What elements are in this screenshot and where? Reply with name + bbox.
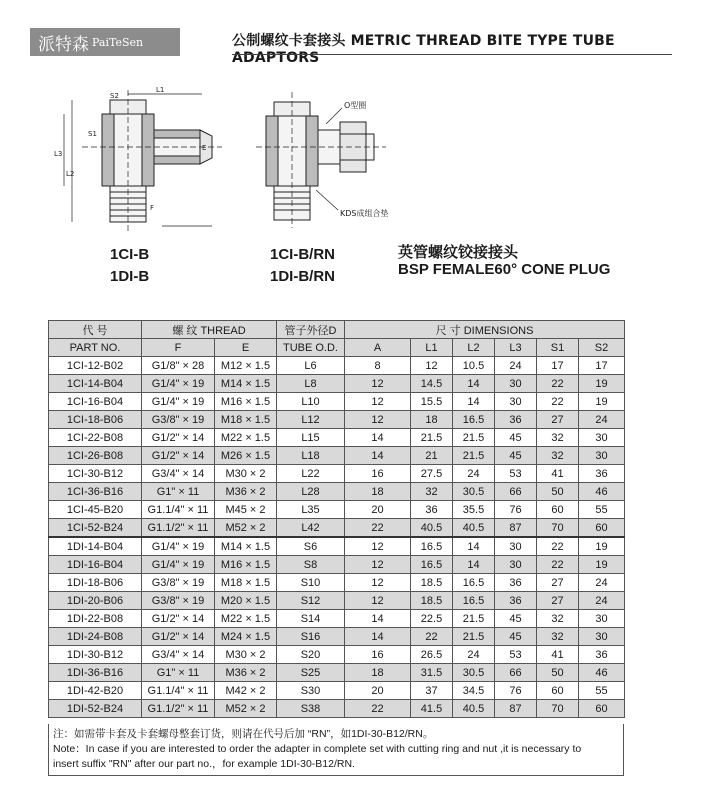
table-cell: 41.5	[411, 700, 453, 718]
table-row	[49, 411, 625, 429]
table-cell: M14 × 1.5	[215, 537, 277, 556]
table-cell: 14	[453, 537, 495, 556]
table-cell: G1/2" × 14	[142, 447, 215, 465]
part-number-cell: 1DI-16-B04	[49, 556, 142, 574]
table-cell: 30	[579, 610, 625, 628]
table-cell: 22	[537, 556, 579, 574]
table-cell: 24	[453, 646, 495, 664]
table-cell: 14	[345, 628, 411, 646]
table-cell: 14	[345, 429, 411, 447]
label-1ci-b: 1CI-B	[110, 246, 150, 263]
table-cell: S8	[277, 556, 345, 574]
table-row	[49, 501, 625, 519]
table-cell: 20	[345, 501, 411, 519]
table-cell: 16.5	[453, 411, 495, 429]
part-number-cell: 1DI-30-B12	[49, 646, 142, 664]
table-cell: M30 × 2	[215, 646, 277, 664]
table-cell: 37	[411, 682, 453, 700]
table-row	[49, 574, 625, 592]
table-cell: 21.5	[453, 447, 495, 465]
dim-l1: L1	[156, 86, 165, 94]
label-1di-b: 1DI-B	[110, 268, 150, 285]
table-cell: L18	[277, 447, 345, 465]
table-cell: L15	[277, 429, 345, 447]
part-number-cell: 1CI-16-B04	[49, 393, 142, 411]
table-cell: 32	[537, 610, 579, 628]
table-cell: 26.5	[411, 646, 453, 664]
table-cell: M30 × 2	[215, 465, 277, 483]
bsp-title-en: BSP FEMALE60° CONE PLUG	[398, 261, 611, 278]
table-cell: 40.5	[411, 519, 453, 538]
brand-cn: 派特森	[38, 34, 89, 55]
table-cell: 16.5	[453, 574, 495, 592]
table-cell: M16 × 1.5	[215, 393, 277, 411]
table-cell: L28	[277, 483, 345, 501]
table-cell: 18.5	[411, 592, 453, 610]
table-cell: G1/2" × 14	[142, 429, 215, 447]
table-cell: 18.5	[411, 574, 453, 592]
table-cell: 45	[495, 628, 537, 646]
table-cell: G1/4" × 19	[142, 537, 215, 556]
table-cell: 70	[537, 519, 579, 538]
table-cell: 12	[345, 393, 411, 411]
header-cell: TUBE O.D.	[277, 339, 345, 357]
table-cell: 19	[579, 537, 625, 556]
table-cell: 30.5	[453, 664, 495, 682]
table-cell: 18	[411, 411, 453, 429]
table-cell: 36	[579, 465, 625, 483]
table-cell: G3/4" × 14	[142, 465, 215, 483]
table-cell: S25	[277, 664, 345, 682]
table-cell: 24	[495, 357, 537, 375]
table-cell: 70	[537, 700, 579, 718]
header-cell: L1	[411, 339, 453, 357]
table-cell: 32	[537, 628, 579, 646]
note-en-1: Note：In case if you are interested to order the adapter in complete set with cutting ring and nut ,it is necessary to	[53, 743, 582, 755]
table-row	[49, 556, 625, 574]
table-cell: G1.1/4" × 11	[142, 501, 215, 519]
table-cell: 36	[495, 411, 537, 429]
header-cell: S2	[579, 339, 625, 357]
table-cell: 36	[579, 646, 625, 664]
table-cell: M42 × 2	[215, 682, 277, 700]
table-cell: S14	[277, 610, 345, 628]
table-row	[49, 664, 625, 682]
table-cell: 36	[495, 592, 537, 610]
page-title: 公制螺纹卡套接头 METRIC THREAD BITE TYPE TUBE ADAPTORS	[232, 33, 615, 66]
part-number-cell: 1CI-18-B06	[49, 411, 142, 429]
table-cell: M52 × 2	[215, 700, 277, 718]
table-cell: G1/8" × 28	[142, 357, 215, 375]
table-cell: 16	[345, 646, 411, 664]
dim-s1: S1	[88, 130, 97, 138]
table-cell: 12	[345, 574, 411, 592]
table-cell: 45	[495, 429, 537, 447]
table-cell: 46	[579, 664, 625, 682]
dim-l2: L2	[66, 170, 75, 178]
table-cell: 17	[537, 357, 579, 375]
table-cell: M45 × 2	[215, 501, 277, 519]
table-cell: G1" × 11	[142, 664, 215, 682]
table-cell: M20 × 1.5	[215, 592, 277, 610]
dim-e: E	[202, 144, 207, 152]
bsp-title-cn: 英管螺纹铰接接头	[398, 243, 519, 261]
table-cell: 14	[453, 375, 495, 393]
table-cell: 60	[579, 519, 625, 538]
callout-oring: O型圈	[344, 101, 367, 110]
table-cell: 30	[495, 375, 537, 393]
table-cell: 12	[411, 357, 453, 375]
table-cell: M36 × 2	[215, 664, 277, 682]
table-cell: M26 × 1.5	[215, 447, 277, 465]
table-cell: 60	[537, 682, 579, 700]
note-en-2: insert suffix "RN" after our part no.，for example 1DI-30-B12/RN.	[53, 758, 355, 770]
part-number-cell: 1DI-22-B08	[49, 610, 142, 628]
part-number-cell: 1DI-14-B04	[49, 537, 142, 556]
table-cell: L35	[277, 501, 345, 519]
table-cell: 22	[345, 519, 411, 538]
table-cell: G3/4" × 14	[142, 646, 215, 664]
spec-table	[48, 320, 625, 718]
header-divider	[232, 54, 672, 55]
table-cell: 16	[345, 465, 411, 483]
table-cell: S30	[277, 682, 345, 700]
table-cell: G3/8" × 19	[142, 574, 215, 592]
table-cell: L10	[277, 393, 345, 411]
table-cell: 36	[411, 501, 453, 519]
part-number-cell: 1CI-36-B16	[49, 483, 142, 501]
table-cell: 22	[537, 393, 579, 411]
table-cell: 50	[537, 483, 579, 501]
part-number-cell: 1DI-42-B20	[49, 682, 142, 700]
header-part: 代 号	[49, 321, 142, 339]
header-tube: 管子外径D	[277, 321, 345, 339]
table-cell: 14	[345, 447, 411, 465]
header-dimensions: 尺 寸 DIMENSIONS	[345, 321, 625, 339]
table-cell: 53	[495, 646, 537, 664]
table-cell: 24	[453, 465, 495, 483]
table-cell: 21.5	[453, 429, 495, 447]
table-cell: 60	[579, 700, 625, 718]
part-number-cell: 1CI-26-B08	[49, 447, 142, 465]
table-cell: L8	[277, 375, 345, 393]
table-cell: 30	[579, 447, 625, 465]
table-cell: M22 × 1.5	[215, 429, 277, 447]
table-cell: 17	[579, 357, 625, 375]
table-header-row-1	[49, 321, 625, 339]
table-row	[49, 483, 625, 501]
table-cell: 12	[345, 375, 411, 393]
table-cell: 41	[537, 465, 579, 483]
part-number-cell: 1CI-22-B08	[49, 429, 142, 447]
table-cell: 19	[579, 556, 625, 574]
label-1di-b-rn: 1DI-B/RN	[270, 268, 336, 285]
table-cell: 53	[495, 465, 537, 483]
table-cell: 24	[579, 574, 625, 592]
table-row	[49, 393, 625, 411]
table-cell: 32	[411, 483, 453, 501]
table-cell: G1" × 11	[142, 483, 215, 501]
table-cell: M14 × 1.5	[215, 375, 277, 393]
table-cell: 12	[345, 556, 411, 574]
table-cell: 21.5	[453, 628, 495, 646]
table-cell: 45	[495, 610, 537, 628]
table-cell: 46	[579, 483, 625, 501]
table-cell: 31.5	[411, 664, 453, 682]
table-cell: G1/2" × 14	[142, 628, 215, 646]
drawing-1ci-b	[52, 86, 242, 236]
table-cell: M52 × 2	[215, 519, 277, 538]
table-cell: 21.5	[453, 610, 495, 628]
table-cell: 30	[495, 556, 537, 574]
table-cell: 30	[579, 429, 625, 447]
table-row	[49, 375, 625, 393]
part-number-cell: 1DI-36-B16	[49, 664, 142, 682]
table-cell: S12	[277, 592, 345, 610]
table-cell: S38	[277, 700, 345, 718]
table-header-row-2	[49, 339, 625, 357]
label-1ci-b-rn: 1CI-B/RN	[270, 246, 336, 263]
table-cell: 12	[345, 592, 411, 610]
part-number-cell: 1DI-18-B06	[49, 574, 142, 592]
table-cell: 41	[537, 646, 579, 664]
table-cell: 27	[537, 574, 579, 592]
table-cell: 16.5	[453, 592, 495, 610]
table-cell: 19	[579, 393, 625, 411]
table-cell: 32	[537, 447, 579, 465]
table-cell: 27	[537, 592, 579, 610]
table-cell: 40.5	[453, 519, 495, 538]
table-cell: L42	[277, 519, 345, 538]
table-cell: 76	[495, 501, 537, 519]
table-cell: 22	[411, 628, 453, 646]
table-cell: S20	[277, 646, 345, 664]
table-cell: 12	[345, 411, 411, 429]
header-cell: L2	[453, 339, 495, 357]
table-row	[49, 537, 625, 556]
table-cell: 22	[345, 700, 411, 718]
table-cell: 10.5	[453, 357, 495, 375]
header-cell: L3	[495, 339, 537, 357]
part-number-cell: 1CI-14-B04	[49, 375, 142, 393]
table-row	[49, 610, 625, 628]
table-cell: 14	[453, 556, 495, 574]
table-cell: 55	[579, 501, 625, 519]
table-cell: 87	[495, 700, 537, 718]
table-cell: 66	[495, 664, 537, 682]
notes-box	[48, 724, 624, 776]
table-cell: G1.1/4" × 11	[142, 682, 215, 700]
table-cell: 20	[345, 682, 411, 700]
table-row	[49, 646, 625, 664]
table-cell: G1/4" × 19	[142, 393, 215, 411]
table-cell: 15.5	[411, 393, 453, 411]
table-cell: L6	[277, 357, 345, 375]
table-cell: 27	[537, 411, 579, 429]
table-cell: 87	[495, 519, 537, 538]
table-cell: M16 × 1.5	[215, 556, 277, 574]
table-cell: S6	[277, 537, 345, 556]
table-cell: 30	[495, 393, 537, 411]
table-row	[49, 429, 625, 447]
table-row	[49, 447, 625, 465]
table-cell: 30	[495, 537, 537, 556]
table-row	[49, 357, 625, 375]
table-cell: 24	[579, 592, 625, 610]
table-row	[49, 700, 625, 718]
table-cell: 22	[537, 375, 579, 393]
table-cell: 16.5	[411, 537, 453, 556]
drawing-1ci-b-rn	[256, 90, 416, 230]
table-cell: 14.5	[411, 375, 453, 393]
table-cell: 12	[345, 537, 411, 556]
table-row	[49, 592, 625, 610]
table-cell: G1.1/2" × 11	[142, 519, 215, 538]
table-cell: G1/4" × 19	[142, 375, 215, 393]
dim-s2: S2	[110, 92, 119, 100]
table-cell: S16	[277, 628, 345, 646]
part-number-cell: 1DI-52-B24	[49, 700, 142, 718]
table-cell: 22	[537, 537, 579, 556]
table-cell: G1.1/2" × 11	[142, 700, 215, 718]
table-cell: 30.5	[453, 483, 495, 501]
brand-en: PaiTeSen	[92, 35, 144, 49]
part-number-cell: 1DI-20-B06	[49, 592, 142, 610]
table-cell: L22	[277, 465, 345, 483]
note-cn: 注：如需带卡套及卡套螺母整套订货，则请在代号后加 “RN”，如1DI-30-B12/RN。	[53, 728, 434, 740]
table-cell: 14	[453, 393, 495, 411]
table-cell: 21.5	[411, 429, 453, 447]
dim-l3: L3	[54, 150, 63, 158]
table-cell: M12 × 1.5	[215, 357, 277, 375]
table-cell: S10	[277, 574, 345, 592]
table-cell: G3/8" × 19	[142, 592, 215, 610]
dim-f: F	[150, 204, 155, 212]
part-number-cell: 1CI-52-B24	[49, 519, 142, 538]
part-number-cell: 1CI-12-B02	[49, 357, 142, 375]
header-cell: F	[142, 339, 215, 357]
header-cell: S1	[537, 339, 579, 357]
header-cell: E	[215, 339, 277, 357]
table-cell: 8	[345, 357, 411, 375]
table-cell: 76	[495, 682, 537, 700]
part-number-cell: 1CI-45-B20	[49, 501, 142, 519]
table-cell: 16.5	[411, 556, 453, 574]
table-cell: M18 × 1.5	[215, 411, 277, 429]
table-cell: 66	[495, 483, 537, 501]
table-cell: 19	[579, 375, 625, 393]
table-cell: G1/2" × 14	[142, 610, 215, 628]
table-cell: G3/8" × 19	[142, 411, 215, 429]
table-cell: 14	[345, 610, 411, 628]
table-cell: M22 × 1.5	[215, 610, 277, 628]
part-number-cell: 1DI-24-B08	[49, 628, 142, 646]
table-cell: L12	[277, 411, 345, 429]
header-cell: PART NO.	[49, 339, 142, 357]
table-cell: 36	[495, 574, 537, 592]
table-row	[49, 465, 625, 483]
table-cell: 50	[537, 664, 579, 682]
table-cell: 45	[495, 447, 537, 465]
table-cell: 21	[411, 447, 453, 465]
table-cell: 18	[345, 664, 411, 682]
table-cell: 22.5	[411, 610, 453, 628]
table-row	[49, 628, 625, 646]
table-cell: 18	[345, 483, 411, 501]
table-cell: M18 × 1.5	[215, 574, 277, 592]
table-cell: G1/4" × 19	[142, 556, 215, 574]
table-cell: 30	[579, 628, 625, 646]
table-cell: 35.5	[453, 501, 495, 519]
header-cell: A	[345, 339, 411, 357]
part-number-cell: 1CI-30-B12	[49, 465, 142, 483]
brand-logo	[30, 28, 180, 56]
table-row	[49, 682, 625, 700]
table-cell: M24 × 1.5	[215, 628, 277, 646]
table-row	[49, 519, 625, 538]
table-cell: 55	[579, 682, 625, 700]
table-cell: 32	[537, 429, 579, 447]
callout-kds: KDS成组合垫	[340, 209, 389, 218]
table-cell: M36 × 2	[215, 483, 277, 501]
table-cell: 34.5	[453, 682, 495, 700]
header-thread: 螺 纹 THREAD	[142, 321, 277, 339]
table-cell: 24	[579, 411, 625, 429]
table-cell: 27.5	[411, 465, 453, 483]
table-cell: 60	[537, 501, 579, 519]
table-cell: 40.5	[453, 700, 495, 718]
